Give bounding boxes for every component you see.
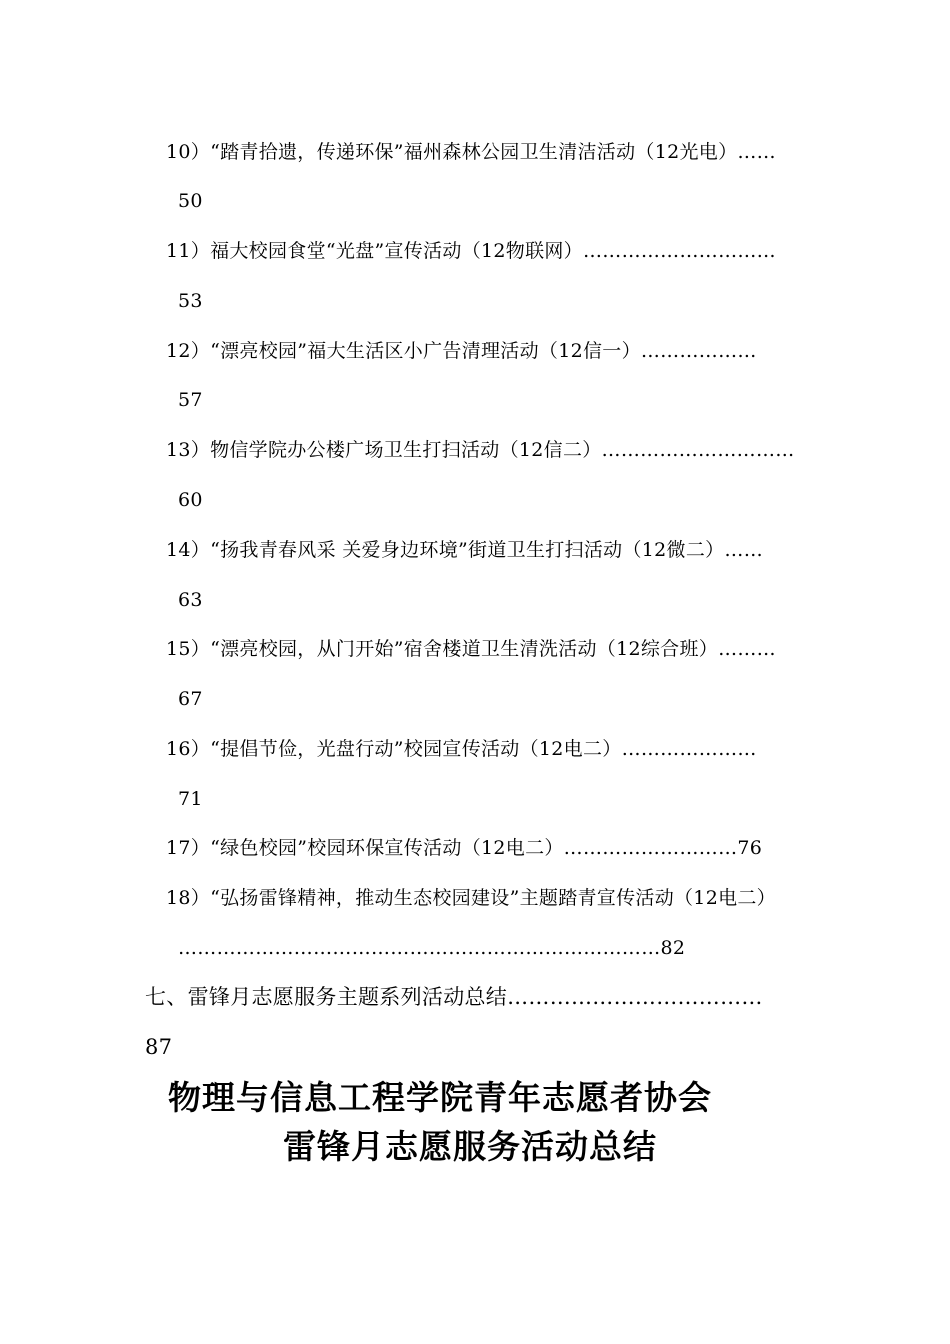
document-title-line-1: 物理与信息工程学院青年志愿者协会: [168, 1078, 712, 1117]
document-title-line-2: 雷锋月志愿服务活动总结: [283, 1127, 657, 1166]
toc-entry-11: 11）福大校园食堂“光盘”宣传活动（12物联网）…………………………: [166, 240, 776, 262]
toc-entry-18: 18）“弘扬雷锋精神，推动生态校园建设”主题踏青宣传活动（12电二）: [166, 887, 776, 909]
toc-entry-12: 12）“漂亮校园”福大生活区小广告清理活动（12信一）………………: [166, 340, 757, 362]
toc-page-12: 57: [178, 389, 203, 411]
toc-entry-17: 17）“绿色校园”校园环保宣传活动（12电二）………………………76: [166, 837, 763, 859]
toc-entry-16: 16）“提倡节俭，光盘行动”校园宣传活动（12电二）…………………: [166, 738, 757, 760]
toc-section-7-page: 87: [145, 1035, 173, 1059]
toc-entry-14: 14）“扬我青春风采 关爱身边环境”街道卫生打扫活动（12微二）……: [166, 539, 764, 561]
toc-page-11: 53: [178, 290, 203, 312]
toc-entry-13: 13）物信学院办公楼广场卫生打扫活动（12信二）…………………………: [166, 439, 795, 461]
toc-page-18: …………………………………………………………………82: [178, 937, 686, 959]
toc-page-14: 63: [178, 589, 203, 611]
toc-page-10: 50: [178, 190, 203, 212]
toc-entry-15: 15）“漂亮校园，从门开始”宿舍楼道卫生清洗活动（12综合班）………: [166, 638, 776, 660]
toc-page-13: 60: [178, 489, 203, 511]
toc-section-7: 七、雷锋月志愿服务主题系列活动总结………………………………: [145, 985, 763, 1009]
toc-page-16: 71: [178, 788, 203, 810]
toc-page-15: 67: [178, 688, 203, 710]
toc-entry-10: 10）“踏青拾遗，传递环保”福州森林公园卫生清洁活动（12光电）……: [166, 141, 776, 163]
